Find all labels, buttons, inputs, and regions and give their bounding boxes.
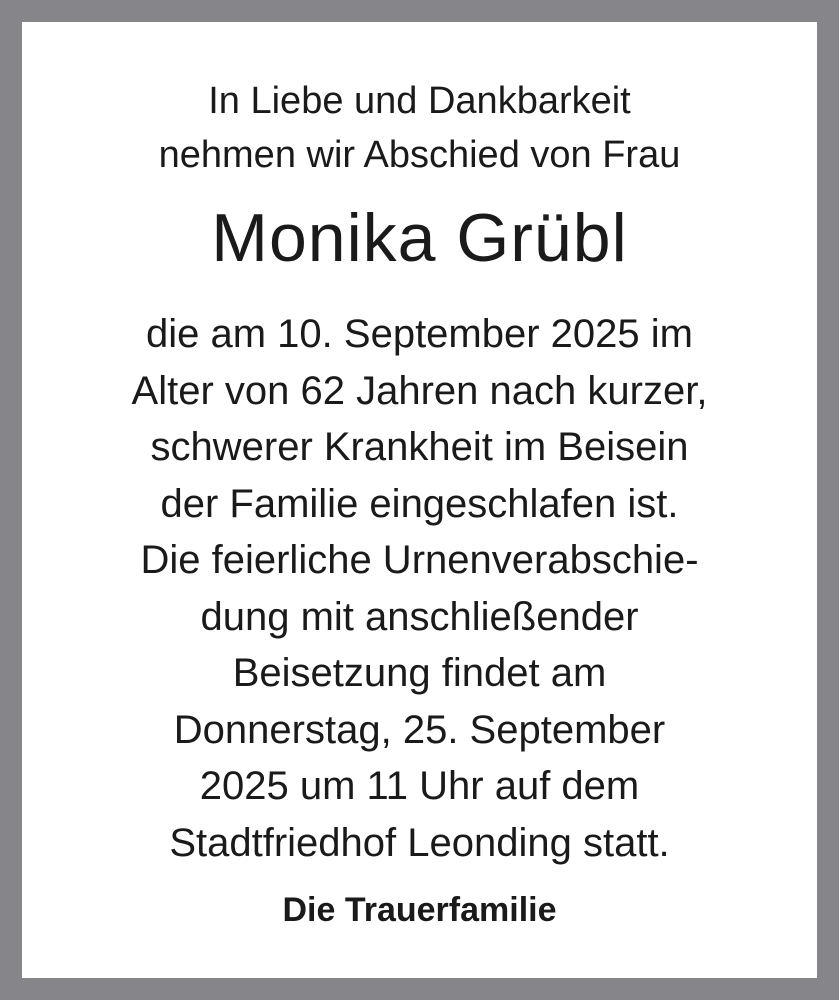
deceased-name: Monika Grübl: [211, 200, 628, 276]
body-line-1: die am 10. September 2025 im: [146, 312, 693, 356]
body-line-4: der Familie eingeschlafen ist.: [160, 481, 679, 526]
body-line-7: Beisetzung findet am: [232, 651, 607, 695]
notice-body: [22, 306, 817, 871]
intro-text: [22, 74, 817, 182]
body-line-10: Stadtfriedhof Leonding statt.: [169, 820, 670, 865]
signature: Die Trauerfamilie: [282, 891, 557, 929]
intro-line-2: nehmen wir Abschied von Frau: [158, 134, 681, 176]
body-line-5: Die feierliche Urnenverabschie-: [140, 538, 699, 582]
body-line-2: Alter von 62 Jahren nach kurzer,: [131, 368, 708, 413]
intro-line-1: In Liebe und Dankbarkeit: [208, 80, 631, 122]
body-line-9: 2025 um 11 Uhr auf dem: [199, 764, 640, 808]
body-line-3: schwerer Krankheit im Beisein: [150, 425, 689, 469]
body-line-8: Donnerstag, 25. September: [173, 707, 666, 752]
obituary-notice: [22, 22, 817, 978]
body-line-6: dung mit anschließender: [200, 594, 639, 639]
